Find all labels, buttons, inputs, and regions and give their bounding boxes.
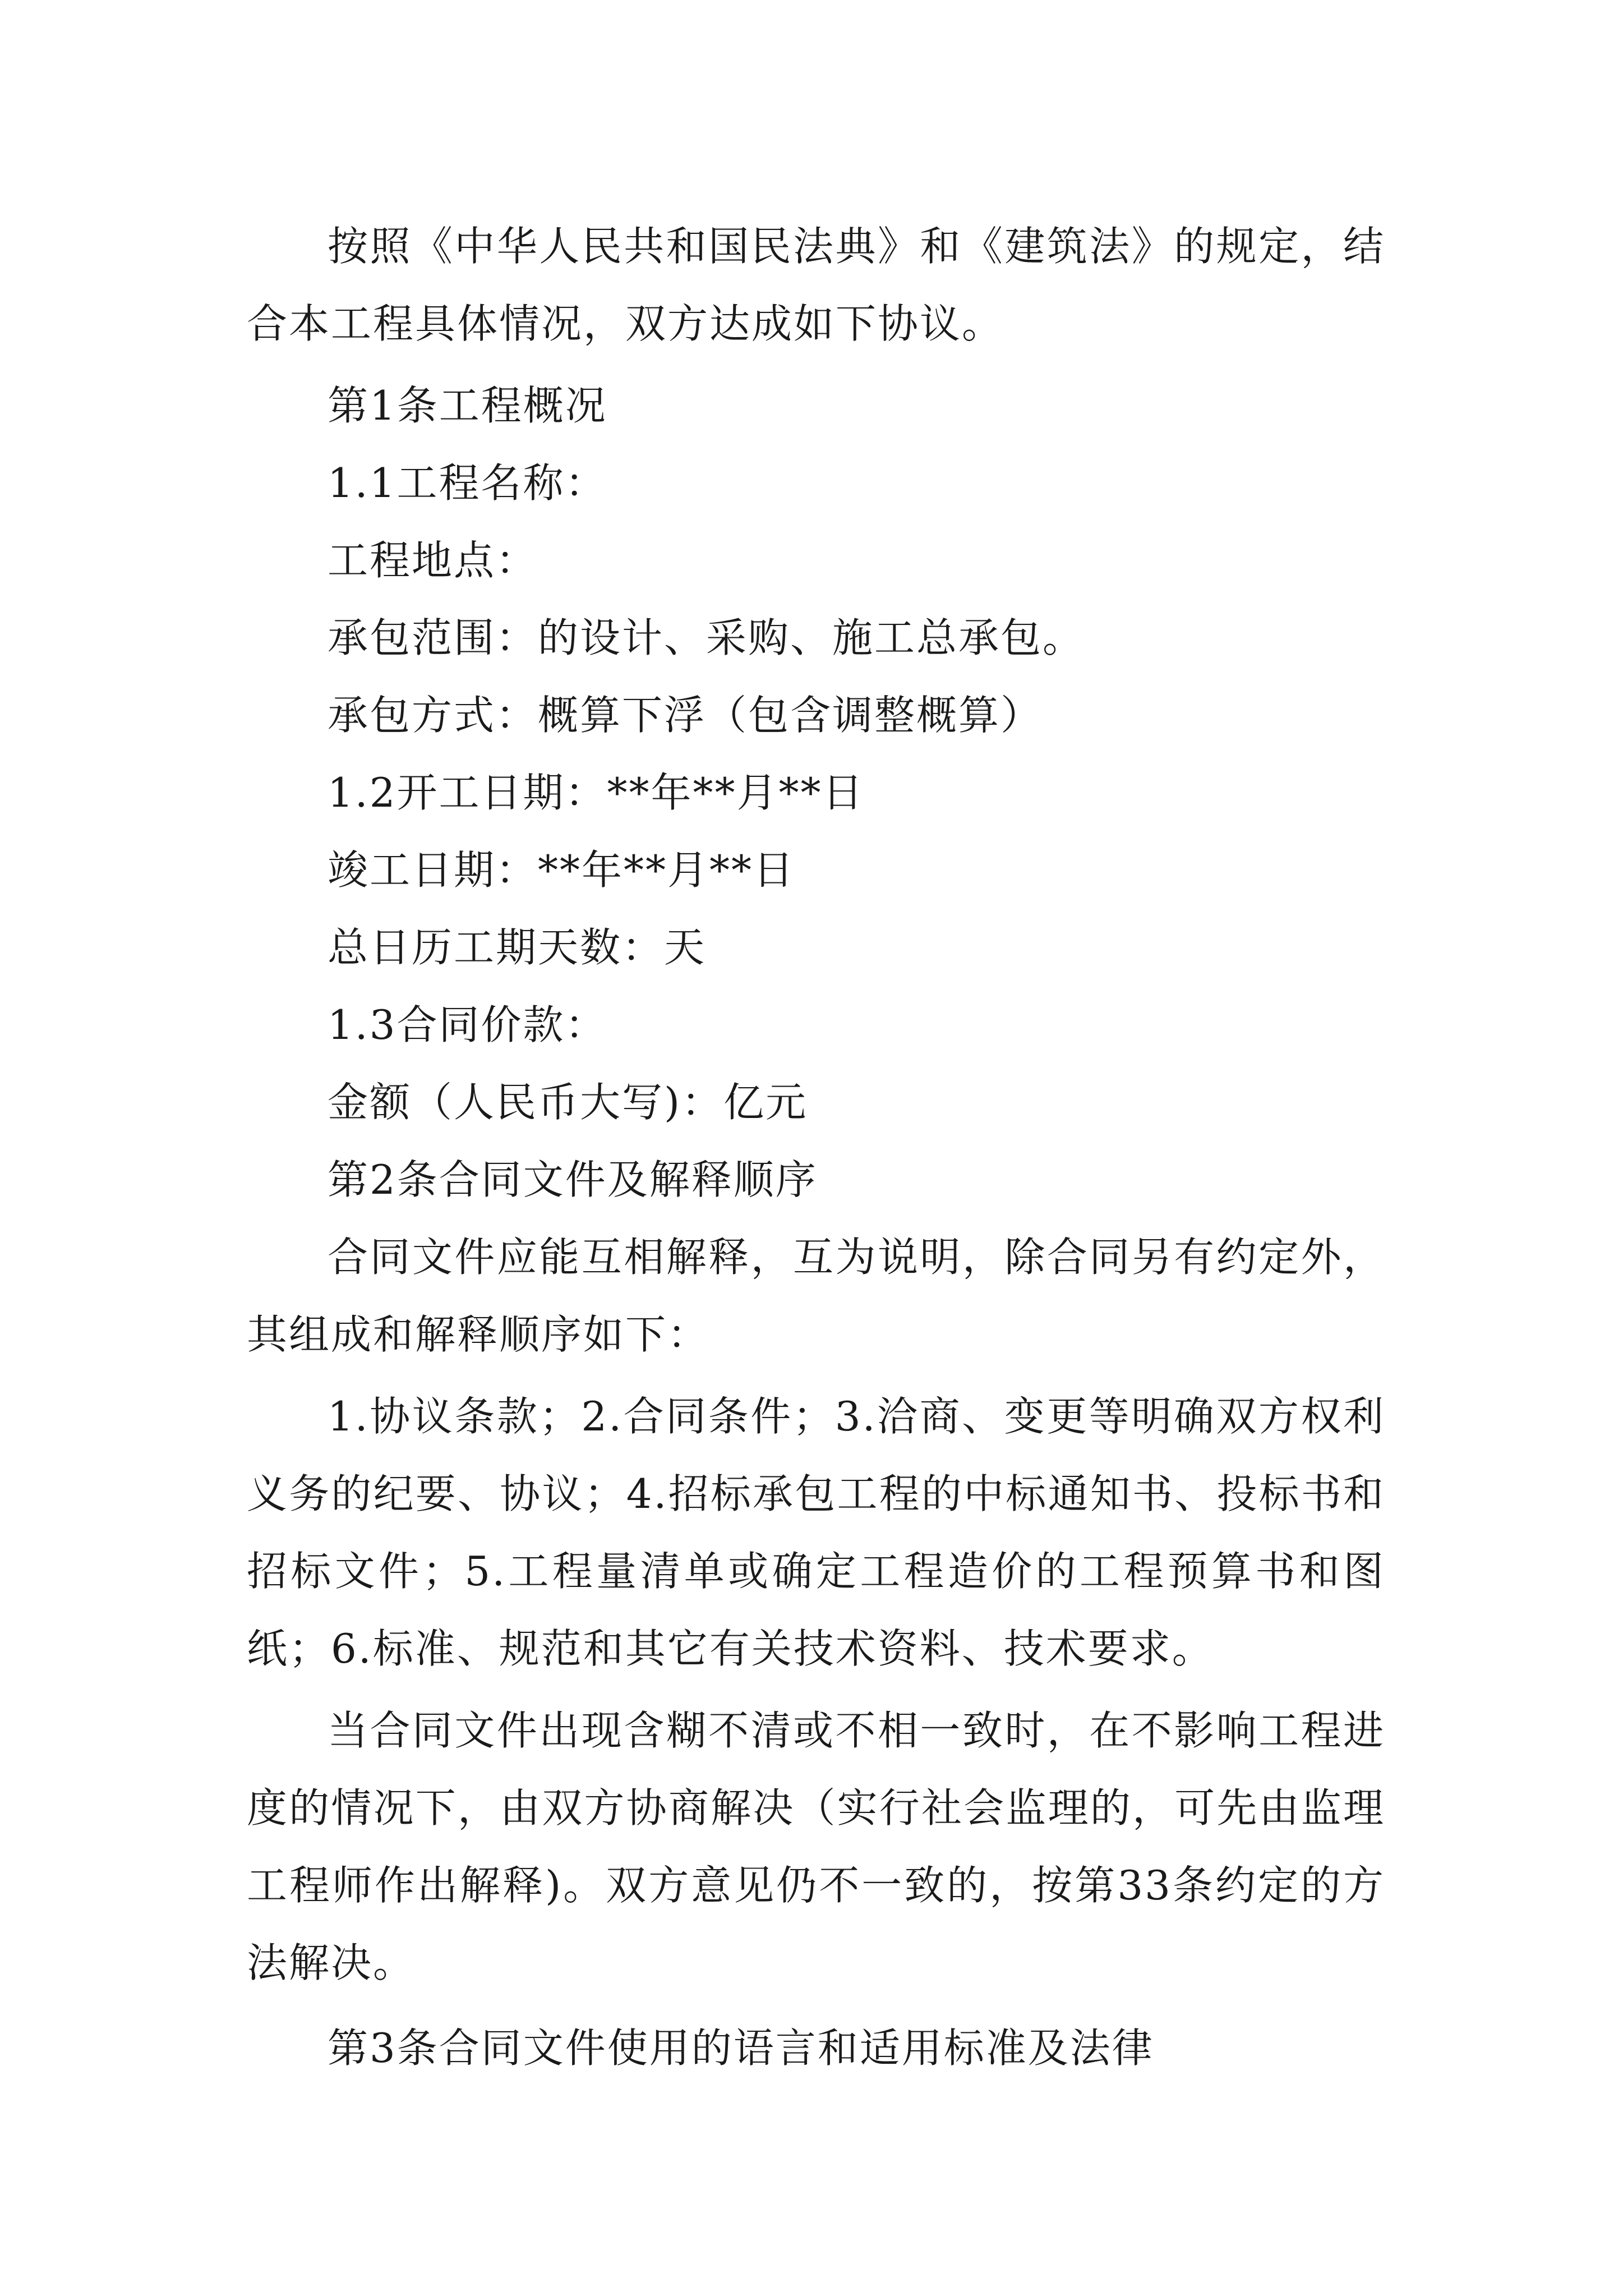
field-project-name: 1.1工程名称： [328,459,607,507]
paragraph-conflict-resolution: 当合同文件出现含糊不清或不相一致时，在不影响工程进度的情况下，由双方协商解决（实行社会监理的，可先由监理工程师作出解释)。双方意见仍不一致的，按第33条约定的方法解决。 [247,1707,1385,1986]
field-start-date: 1.2开工日期：**年**月**日 [328,769,865,816]
field-completion-date: 竣工日期：**年**月**日 [328,846,796,894]
field-contract-scope: 承包范围：的设计、采购、施工总承包。 [328,614,1085,661]
heading-article-2: 第2条合同文件及解释顺序 [328,1156,818,1203]
document-body [247,208,1385,2087]
paragraph-interpretation: 合同文件应能互相解释，互为说明，除合同另有约定外，其组成和解释顺序如下： [247,1234,1385,1358]
field-contract-price: 1.3合同价款： [328,1001,607,1048]
heading-article-1: 第1条工程概况 [328,382,607,429]
field-total-duration: 总日历工期天数：天 [328,924,707,971]
paragraph-preamble: 按照《中华人民共和国民法典》和《建筑法》的规定，结合本工程具体情况，双方达成如下协议。 [247,223,1385,347]
paragraph-document-order: 1.协议条款；2.合同条件；3.洽商、变更等明确双方权利义务的纪要、协议；4.招标承包工程的中标通知书、投标书和招标文件；5.工程量清单或确定工程造价的工程预算书和图纸；6.标准、规范和其它有关技术资料、技术要求。 [247,1393,1385,1672]
field-contract-method: 承包方式：概算下浮（包含调整概算） [328,692,1043,739]
heading-article-3: 第3条合同文件使用的语言和适用标准及法律 [328,2024,1154,2072]
field-project-location: 工程地点： [328,537,538,584]
field-amount: 金额（人民币大写)：亿元 [328,1079,808,1126]
